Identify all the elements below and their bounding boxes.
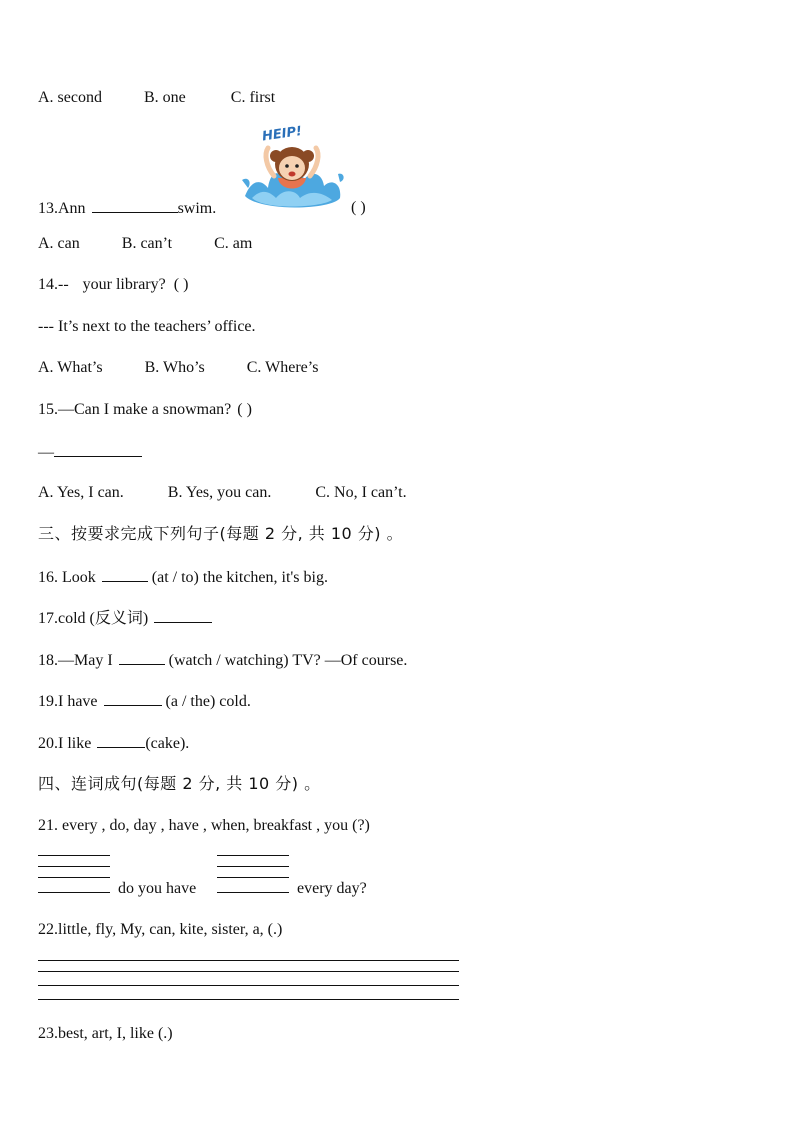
q15-options: [38, 483, 407, 503]
q14-option-c: C. Where’s: [246, 359, 319, 376]
q15-line: [38, 400, 252, 420]
q22-answer-line-4[interactable]: [38, 999, 459, 1000]
q15-option-c: C. No, I can’t.: [315, 484, 407, 501]
q21-blank-right-3[interactable]: [217, 877, 289, 878]
q20-line: [38, 733, 189, 754]
q13-line: [38, 198, 216, 219]
q13-blank[interactable]: [92, 198, 178, 213]
q19-blank[interactable]: [104, 691, 162, 706]
q23-words: 23.best, art, I, like (.): [38, 1025, 173, 1042]
q21-blank-right-4[interactable]: [217, 892, 289, 893]
q17-blank[interactable]: [154, 608, 212, 623]
q15-option-b: B. Yes, you can.: [167, 484, 272, 501]
q22-answer-line-1[interactable]: [38, 960, 459, 961]
q13-option-a: A. can: [38, 235, 80, 252]
q21-blank-right-1[interactable]: [217, 855, 289, 856]
q14-options: [38, 358, 318, 378]
q13-options: [38, 234, 252, 254]
q19-suffix: (a / the) cold.: [165, 693, 251, 710]
q12-option-c: C. first: [230, 89, 276, 106]
q20-blank[interactable]: [97, 733, 145, 748]
q13-paren: ( ): [351, 199, 366, 216]
q18-prefix: 18.—May I: [38, 652, 113, 669]
q21-blank-left-1[interactable]: [38, 855, 110, 856]
q20-suffix: (cake).: [145, 735, 190, 752]
q15-dash: —: [38, 444, 54, 461]
q15-answer-line: [38, 442, 142, 463]
q13-suffix: swim.: [177, 200, 217, 217]
help-text: HEIP!: [261, 123, 303, 145]
q18-blank[interactable]: [119, 650, 165, 665]
q14-text: your library?: [82, 276, 166, 293]
q12-options: [38, 88, 275, 108]
q12-option-b: B. one: [143, 89, 186, 106]
q15-text: 15.—Can I make a snowman?: [38, 401, 232, 418]
q14-answer-line: --- It’s next to the teachers’ office.: [38, 318, 256, 335]
q22-answer-line-2[interactable]: [38, 971, 459, 972]
q21-end-text: every day?: [297, 880, 367, 897]
q15-blank[interactable]: [54, 442, 142, 457]
q16-blank[interactable]: [102, 567, 148, 582]
q17-line: [38, 608, 212, 629]
section3-heading: 三、按要求完成下列句子(每题 2 分, 共 10 分) 。: [38, 524, 404, 543]
q21-blank-left-4[interactable]: [38, 892, 110, 893]
q17-prefix: 17.cold (反义词): [38, 610, 149, 627]
section4-heading: 四、连词成句(每题 2 分, 共 10 分) 。: [38, 774, 321, 793]
q14-option-a: A. What’s: [38, 359, 103, 376]
q21-words: 21. every , do, day , have , when, breakfast , you (?): [38, 817, 370, 834]
q13-prefix: 13.Ann: [38, 200, 86, 217]
q16-line: [38, 567, 328, 588]
q19-line: [38, 691, 251, 712]
q14-prefix: 14.--: [38, 276, 69, 293]
girl-in-water-illustration: [240, 118, 346, 214]
q21-blank-right-2[interactable]: [217, 866, 289, 867]
q18-suffix: (watch / watching) TV? —Of course.: [168, 652, 408, 669]
q21-blank-left-3[interactable]: [38, 877, 110, 878]
q13-option-c: C. am: [214, 235, 253, 252]
q21-middle-text: do you have: [118, 880, 197, 897]
q14-paren: ( ): [173, 276, 189, 293]
q15-paren: ( ): [237, 401, 252, 418]
q20-prefix: 20.I like: [38, 735, 92, 752]
q21-blank-left-2[interactable]: [38, 866, 110, 867]
q12-option-a: A. second: [38, 89, 102, 106]
q22-answer-line-3[interactable]: [38, 985, 459, 986]
q16-suffix: (at / to) the kitchen, it's big.: [151, 569, 328, 586]
q14-line: [38, 275, 188, 295]
q15-option-a: A. Yes, I can.: [38, 484, 124, 501]
q14-option-b: B. Who’s: [144, 359, 205, 376]
q16-prefix: 16. Look: [38, 569, 96, 586]
q22-words: 22.little, fly, My, can, kite, sister, a, (.): [38, 921, 283, 938]
q13-option-b: B. can’t: [121, 235, 173, 252]
q18-line: [38, 650, 407, 671]
q19-prefix: 19.I have: [38, 693, 98, 710]
